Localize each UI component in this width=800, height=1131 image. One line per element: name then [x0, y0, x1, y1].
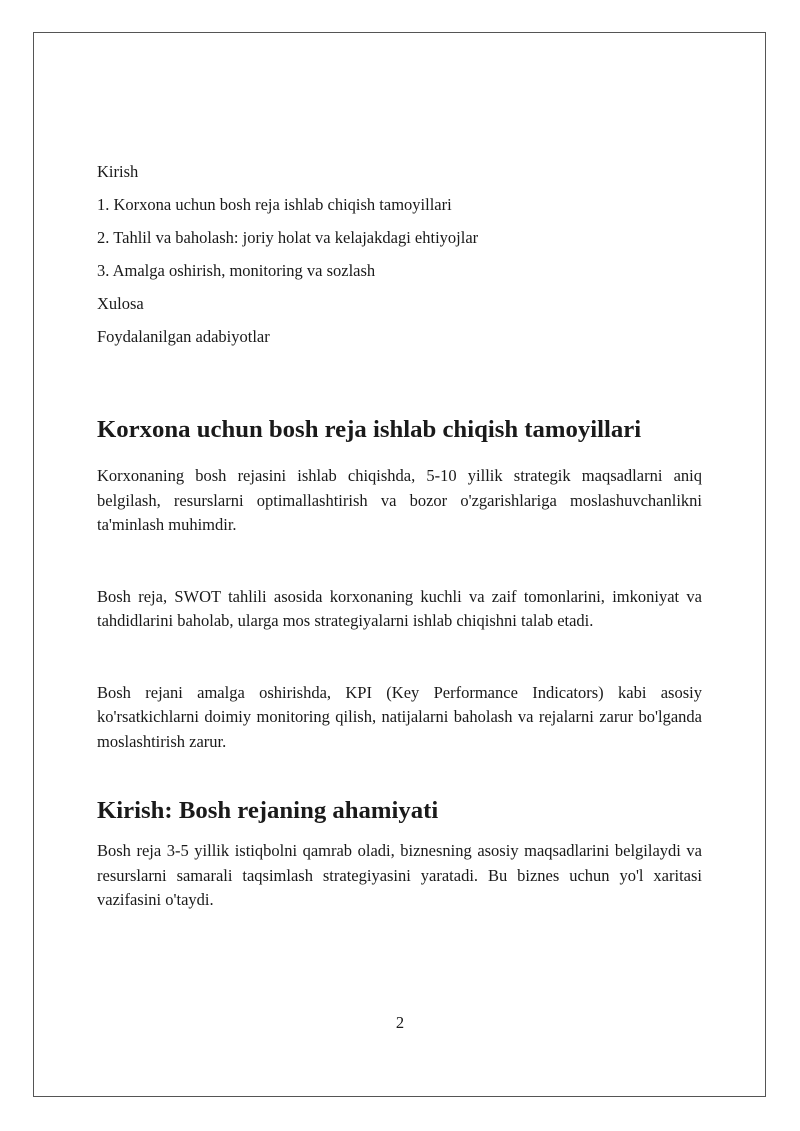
- toc-item-2: 2. Tahlil va baholash: joriy holat va kelajakdagi ehtiyojlar: [97, 228, 479, 247]
- section-heading-principles: Korxona uchun bosh reja ishlab chiqish tamoyillari: [97, 416, 642, 443]
- toc-item-introduction: Kirish: [97, 162, 139, 181]
- paragraph: Bosh reja 3-5 yillik istiqbolni qamrab oladi, biznesning asosiy maqsadlarini belgilaydi va resurslarni samarali taqsimlash strategiyasini yaratadi. Bu biznes uchun yo'l xaritasi vazifasini o'taydi.: [97, 841, 702, 909]
- toc-item-conclusion: Xulosa: [97, 294, 144, 313]
- toc-item-3: 3. Amalga oshirish, monitoring va sozlash: [97, 261, 376, 280]
- table-of-contents: [97, 158, 702, 356]
- toc-item-1: 1. Korxona uchun bosh reja ishlab chiqish tamoyillari: [97, 195, 452, 214]
- paragraph: Korxonaning bosh rejasini ishlab chiqishda, 5-10 yillik strategik maqsadlarni aniq belgilash, resurslarni optimallashtirish va bozor o'zgarishlariga moslashuvchanlikni ta'minlash muhimdir.: [97, 466, 702, 534]
- page-content: [97, 158, 702, 913]
- toc-item-references: Foydalanilgan adabiyotlar: [97, 327, 270, 346]
- section-heading-importance: Kirish: Bosh rejaning ahamiyati: [97, 797, 439, 824]
- paragraph: Bosh reja, SWOT tahlili asosida korxonaning kuchli va zaif tomonlarini, imkoniyat va tahdidlarini baholab, ularga mos strategiyalarni ishlab chiqishni talab etadi.: [97, 586, 702, 630]
- page-number: 2: [395, 1013, 405, 1032]
- paragraph: Bosh rejani amalga oshirishda, KPI (Key Performance Indicators) kabi asosiy ko'rsatkichlarni doimiy monitoring qilish, natijalarni baholash va rejalarni zarur bo'lganda moslashtirish zarur.: [97, 682, 702, 751]
